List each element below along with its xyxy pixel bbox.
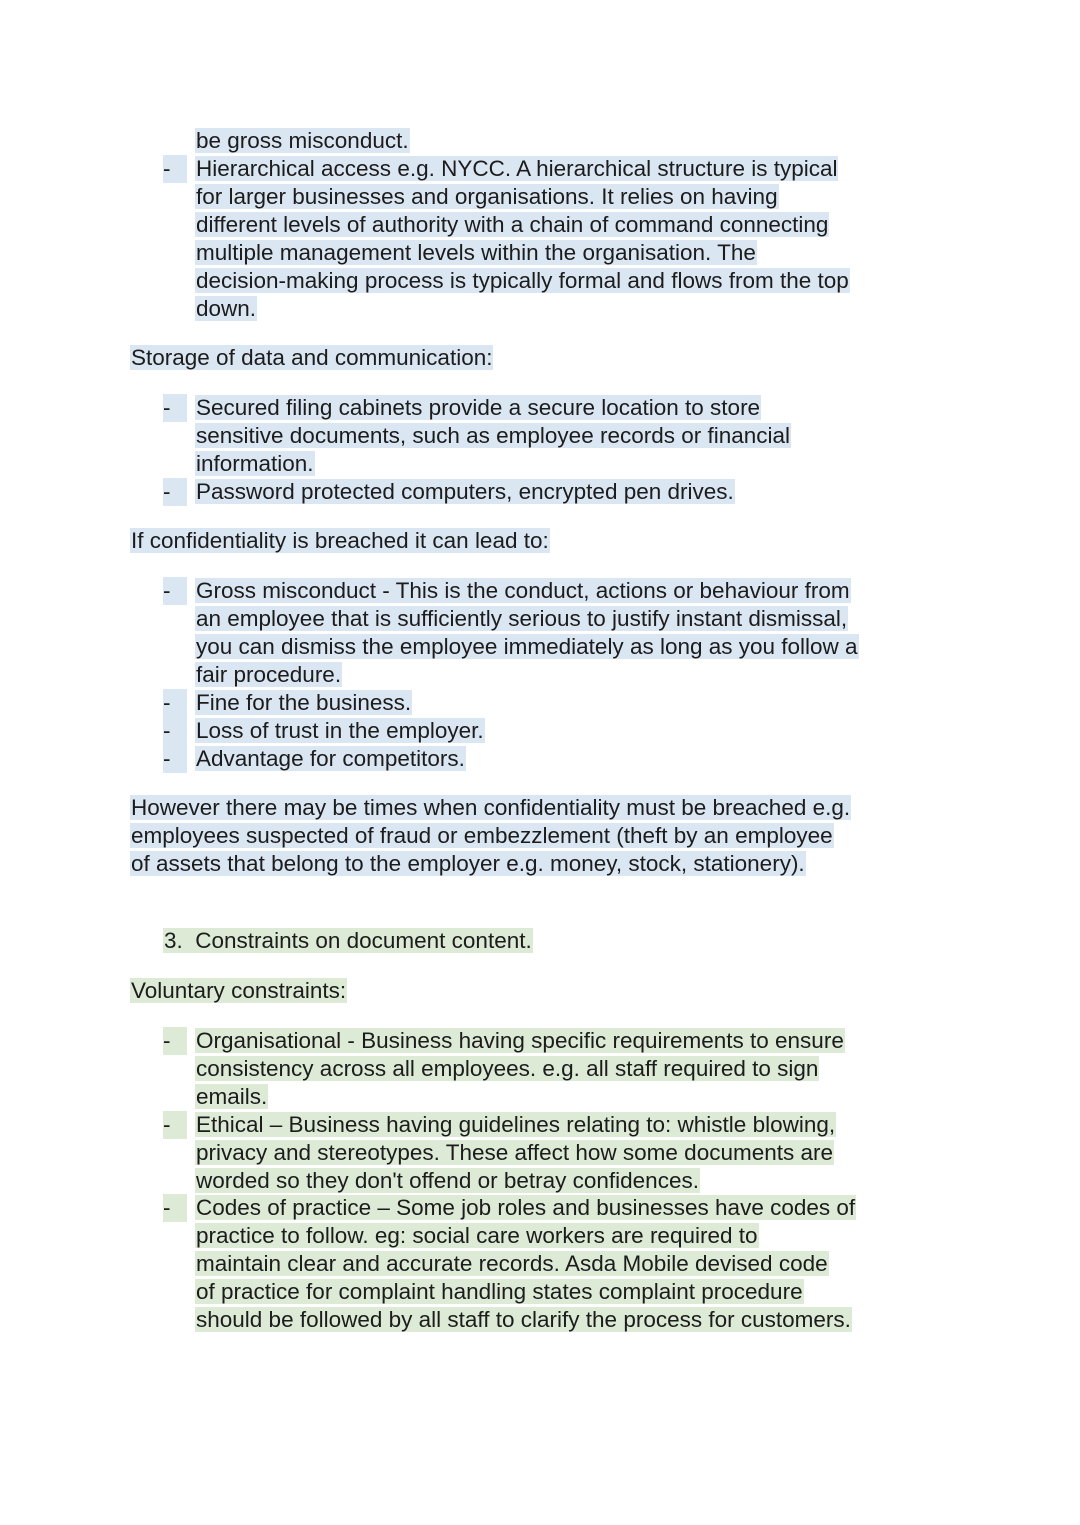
list-item-text: an employee that is sufficiently serious to justify instant dismissal, [196,606,848,631]
list-item-text: Organisational - Business having specific requirements to ensure [196,1028,844,1053]
list-item-text: worded so they don't offend or betray confidences. [196,1168,699,1193]
list-item-text: multiple management levels within the organisation. The [196,240,756,265]
paragraph-line: However there may be times when confidentiality must be breached e.g. [131,795,851,820]
list-item-text: sensitive documents, such as employee records or financial [196,423,791,448]
list-item-text: Ethical – Business having guidelines relating to: whistle blowing, [196,1112,836,1137]
list-item-text: of practice for complaint handling states complaint procedure [196,1279,803,1304]
list-item-text: should be followed by all staff to clarify the process for customers. [196,1307,851,1332]
list-item-text: Hierarchical access e.g. NYCC. A hierarchical structure is typical [196,156,838,181]
list-item-text: Secured filing cabinets provide a secure location to store [196,395,761,420]
list-item-text: down. [196,296,257,321]
list-item-text: for larger businesses and organisations. It relies on having [196,184,778,209]
storage-heading: Storage of data and communication: [131,345,493,370]
bullet-dash: - [163,155,187,183]
list-item-text: fair procedure. [196,662,342,687]
list-item-text: maintain clear and accurate records. Asda Mobile devised code [196,1251,828,1276]
list-item-text: Advantage for competitors. [196,746,465,771]
bullet-dash: - [163,745,187,773]
list-item-text: different levels of authority with a chain of command connecting [196,212,829,237]
list-item-text: consistency across all employees. e.g. all staff required to sign [196,1056,819,1081]
list-item-text: Fine for the business. [196,690,412,715]
list-item-text: Codes of practice – Some job roles and businesses have codes of [196,1195,856,1220]
list-item-text: information. [196,451,314,476]
bullet-dash: - [163,1027,187,1055]
paragraph-line: employees suspected of fraud or embezzlement (theft by an employee [131,823,833,848]
list-item-text: practice to follow. eg: social care workers are required to [196,1223,758,1248]
breach-heading: If confidentiality is breached it can lead to: [131,528,549,553]
bullet-dash: - [163,478,187,506]
bullet-dash: - [163,689,187,717]
list-item-text: decision-making process is typically formal and flows from the top [196,268,849,293]
numbered-heading [163,927,533,955]
continuation-line: be gross misconduct. [196,128,409,153]
paragraph-line: of assets that belong to the employer e.g. money, stock, stationery). [131,851,805,876]
list-item-text: Gross misconduct - This is the conduct, actions or behaviour from [196,578,850,603]
bullet-dash: - [163,1194,187,1222]
bullet-dash: - [163,577,187,605]
list-item-text: privacy and stereotypes. These affect how some documents are [196,1140,834,1165]
list-item-text: Loss of trust in the employer. [196,718,484,743]
list-item-text: emails. [196,1084,268,1109]
list-item-text: you can dismiss the employee immediately as long as you follow a [196,634,858,659]
bullet-dash: - [163,717,187,745]
heading-number: 3. [164,928,183,953]
list-item-text: Password protected computers, encrypted pen drives. [196,479,734,504]
bullet-dash: - [163,1111,187,1139]
bullet-dash: - [163,394,187,422]
heading-text: Constraints on document content. [195,928,532,953]
voluntary-heading: Voluntary constraints: [131,978,347,1003]
